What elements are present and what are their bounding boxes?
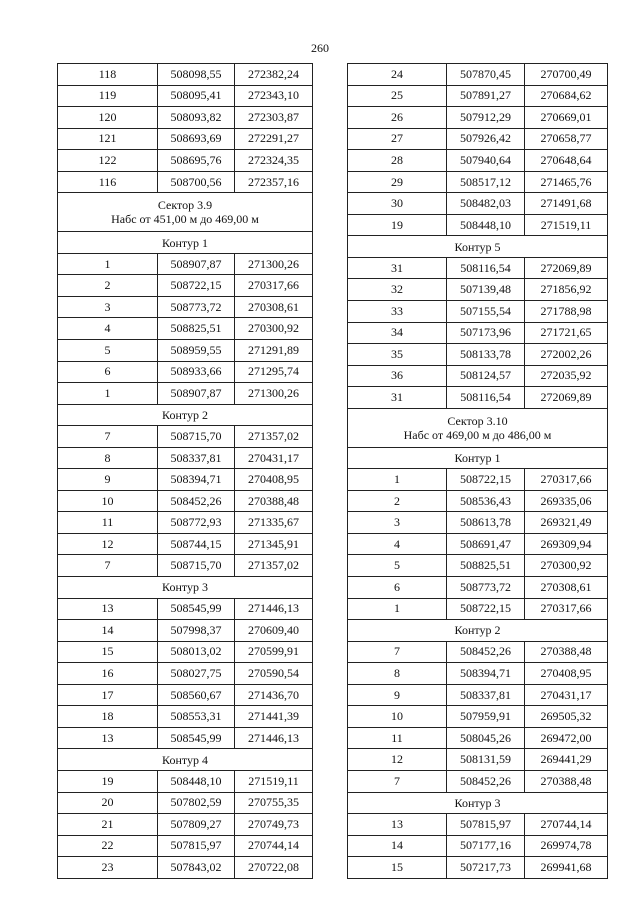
point-number-cell: 28 <box>348 150 447 172</box>
table-row <box>348 598 608 620</box>
table-row <box>348 641 608 663</box>
coordinates-table-left <box>57 63 313 879</box>
x-coordinate-cell: 507177,16 <box>447 835 525 857</box>
table-row <box>58 814 313 836</box>
point-number-cell: 10 <box>348 706 447 728</box>
y-coordinate-cell: 271291,89 <box>235 340 313 362</box>
table-row <box>348 814 608 836</box>
x-coordinate-cell: 508098,55 <box>158 64 235 86</box>
y-coordinate-cell: 271345,91 <box>235 533 313 555</box>
point-number-cell: 122 <box>58 150 158 172</box>
y-coordinate-cell: 270317,66 <box>235 275 313 297</box>
y-coordinate-cell: 269335,06 <box>525 490 608 512</box>
page-number: 260 <box>311 41 329 55</box>
table-row <box>58 706 313 728</box>
sector-height-range: Набс от 469,00 м до 486,00 м <box>403 427 552 442</box>
point-number-cell: 27 <box>348 128 447 150</box>
point-number-cell: 10 <box>58 490 158 512</box>
x-coordinate-cell: 508482,03 <box>447 193 525 215</box>
point-number-cell: 8 <box>58 447 158 469</box>
x-coordinate-cell: 508452,26 <box>447 770 525 792</box>
point-number-cell: 4 <box>348 533 447 555</box>
x-coordinate-cell: 507139,48 <box>447 279 525 301</box>
table-row <box>348 555 608 577</box>
x-coordinate-cell: 508133,78 <box>447 344 525 366</box>
table-row <box>348 577 608 599</box>
contour-title: Контур 2 <box>58 404 313 426</box>
x-coordinate-cell: 508448,10 <box>158 770 235 792</box>
x-coordinate-cell: 508825,51 <box>447 555 525 577</box>
y-coordinate-cell: 269321,49 <box>525 512 608 534</box>
sector-header-row <box>58 193 313 232</box>
x-coordinate-cell: 507155,54 <box>447 301 525 323</box>
point-number-cell: 34 <box>348 322 447 344</box>
table-row <box>348 344 608 366</box>
y-coordinate-cell: 271300,26 <box>235 383 313 405</box>
y-coordinate-cell: 271519,11 <box>525 214 608 236</box>
sector-title: Сектор 3.9 <box>157 198 213 213</box>
contour-header-row <box>348 792 608 814</box>
point-number-cell: 1 <box>58 383 158 405</box>
x-coordinate-cell: 508116,54 <box>447 257 525 279</box>
x-coordinate-cell: 508722,15 <box>447 469 525 491</box>
x-coordinate-cell: 508744,15 <box>158 533 235 555</box>
table-row <box>348 257 608 279</box>
point-number-cell: 19 <box>58 770 158 792</box>
y-coordinate-cell: 270609,40 <box>235 620 313 642</box>
table-row <box>348 533 608 555</box>
y-coordinate-cell: 271357,02 <box>235 426 313 448</box>
x-coordinate-cell: 508337,81 <box>447 684 525 706</box>
x-coordinate-cell: 508825,51 <box>158 318 235 340</box>
point-number-cell: 1 <box>348 469 447 491</box>
point-number-cell: 13 <box>58 598 158 620</box>
table-row <box>348 128 608 150</box>
point-number-cell: 3 <box>58 296 158 318</box>
point-number-cell: 2 <box>58 275 158 297</box>
y-coordinate-cell: 271335,67 <box>235 512 313 534</box>
table-row <box>58 150 313 172</box>
x-coordinate-cell: 508772,93 <box>158 512 235 534</box>
x-coordinate-cell: 508545,99 <box>158 598 235 620</box>
point-number-cell: 15 <box>58 641 158 663</box>
contour-title: Контур 2 <box>348 620 608 642</box>
y-coordinate-cell: 270308,61 <box>525 577 608 599</box>
point-number-cell: 29 <box>348 171 447 193</box>
x-coordinate-cell: 508933,66 <box>158 361 235 383</box>
y-coordinate-cell: 270388,48 <box>525 770 608 792</box>
x-coordinate-cell: 507217,73 <box>447 857 525 879</box>
table-row <box>348 193 608 215</box>
x-coordinate-cell: 507870,45 <box>447 64 525 86</box>
contour-title: Контур 3 <box>348 792 608 814</box>
y-coordinate-cell: 270388,48 <box>235 490 313 512</box>
y-coordinate-cell: 270431,17 <box>235 447 313 469</box>
y-coordinate-cell: 271357,02 <box>235 555 313 577</box>
x-coordinate-cell: 508452,26 <box>447 641 525 663</box>
x-coordinate-cell: 508560,67 <box>158 684 235 706</box>
point-number-cell: 5 <box>58 340 158 362</box>
y-coordinate-cell: 271788,98 <box>525 301 608 323</box>
contour-title: Контур 4 <box>58 749 313 771</box>
point-number-cell: 32 <box>348 279 447 301</box>
y-coordinate-cell: 270658,77 <box>525 128 608 150</box>
point-number-cell: 26 <box>348 107 447 129</box>
x-coordinate-cell: 507998,37 <box>158 620 235 642</box>
y-coordinate-cell: 271519,11 <box>235 770 313 792</box>
point-number-cell: 24 <box>348 64 447 86</box>
x-coordinate-cell: 508124,57 <box>447 365 525 387</box>
point-number-cell: 12 <box>58 533 158 555</box>
x-coordinate-cell: 507912,29 <box>447 107 525 129</box>
table-row <box>58 171 313 193</box>
y-coordinate-cell: 270317,66 <box>525 598 608 620</box>
contour-header-row <box>58 232 313 254</box>
x-coordinate-cell: 507959,91 <box>447 706 525 728</box>
table-row <box>348 490 608 512</box>
y-coordinate-cell: 272069,89 <box>525 257 608 279</box>
x-coordinate-cell: 508959,55 <box>158 340 235 362</box>
y-coordinate-cell: 270599,91 <box>235 641 313 663</box>
table-row <box>348 279 608 301</box>
table-row <box>58 253 313 275</box>
x-coordinate-cell: 507891,27 <box>447 85 525 107</box>
table-row <box>348 749 608 771</box>
point-number-cell: 120 <box>58 107 158 129</box>
table-row <box>58 727 313 749</box>
table-row <box>58 275 313 297</box>
sector-header <box>348 408 608 447</box>
sector-header-row <box>348 408 608 447</box>
point-number-cell: 17 <box>58 684 158 706</box>
x-coordinate-cell: 508027,75 <box>158 663 235 685</box>
table-row <box>58 340 313 362</box>
point-number-cell: 1 <box>348 598 447 620</box>
y-coordinate-cell: 271300,26 <box>235 253 313 275</box>
point-number-cell: 22 <box>58 835 158 857</box>
point-number-cell: 12 <box>348 749 447 771</box>
y-coordinate-cell: 269505,32 <box>525 706 608 728</box>
point-number-cell: 3 <box>348 512 447 534</box>
y-coordinate-cell: 271295,74 <box>235 361 313 383</box>
x-coordinate-cell: 508715,70 <box>158 555 235 577</box>
point-number-cell: 7 <box>58 426 158 448</box>
y-coordinate-cell: 272303,87 <box>235 107 313 129</box>
x-coordinate-cell: 508553,31 <box>158 706 235 728</box>
table-row <box>58 770 313 792</box>
point-number-cell: 7 <box>58 555 158 577</box>
table-row <box>58 512 313 534</box>
point-number-cell: 14 <box>58 620 158 642</box>
x-coordinate-cell: 508045,26 <box>447 727 525 749</box>
y-coordinate-cell: 272382,24 <box>235 64 313 86</box>
table-row <box>58 684 313 706</box>
table-row <box>348 727 608 749</box>
y-coordinate-cell: 270408,95 <box>525 663 608 685</box>
y-coordinate-cell: 271491,68 <box>525 193 608 215</box>
table-row <box>58 641 313 663</box>
x-coordinate-cell: 508722,15 <box>158 275 235 297</box>
x-coordinate-cell: 508394,71 <box>158 469 235 491</box>
sector-title: Сектор 3.10 <box>447 413 508 428</box>
y-coordinate-cell: 270744,14 <box>525 814 608 836</box>
contour-header-row <box>58 577 313 599</box>
x-coordinate-cell: 507809,27 <box>158 814 235 836</box>
point-number-cell: 11 <box>348 727 447 749</box>
x-coordinate-cell: 508095,41 <box>158 85 235 107</box>
table-row <box>348 469 608 491</box>
y-coordinate-cell: 270744,14 <box>235 835 313 857</box>
contour-header-row <box>348 236 608 258</box>
x-coordinate-cell: 508715,70 <box>158 426 235 448</box>
y-coordinate-cell: 270669,01 <box>525 107 608 129</box>
point-number-cell: 9 <box>58 469 158 491</box>
table-row <box>58 533 313 555</box>
x-coordinate-cell: 508907,87 <box>158 253 235 275</box>
table-row <box>58 857 313 879</box>
table-row <box>58 85 313 107</box>
x-coordinate-cell: 508613,78 <box>447 512 525 534</box>
sector-header <box>58 193 313 232</box>
point-number-cell: 116 <box>58 171 158 193</box>
x-coordinate-cell: 508452,26 <box>158 490 235 512</box>
point-number-cell: 25 <box>348 85 447 107</box>
table-row <box>348 365 608 387</box>
table-row <box>58 361 313 383</box>
point-number-cell: 9 <box>348 684 447 706</box>
y-coordinate-cell: 269974,78 <box>525 835 608 857</box>
point-number-cell: 119 <box>58 85 158 107</box>
x-coordinate-cell: 508693,69 <box>158 128 235 150</box>
point-number-cell: 4 <box>58 318 158 340</box>
point-number-cell: 14 <box>348 835 447 857</box>
point-number-cell: 36 <box>348 365 447 387</box>
x-coordinate-cell: 508773,72 <box>447 577 525 599</box>
point-number-cell: 20 <box>58 792 158 814</box>
x-coordinate-cell: 508337,81 <box>158 447 235 469</box>
x-coordinate-cell: 508116,54 <box>447 387 525 409</box>
point-number-cell: 8 <box>348 663 447 685</box>
table-row <box>58 598 313 620</box>
table-row <box>58 555 313 577</box>
y-coordinate-cell: 272069,89 <box>525 387 608 409</box>
table-row <box>348 301 608 323</box>
table-row <box>348 835 608 857</box>
contour-title: Контур 1 <box>348 447 608 469</box>
y-coordinate-cell: 270388,48 <box>525 641 608 663</box>
table-row <box>58 318 313 340</box>
table-row <box>348 387 608 409</box>
x-coordinate-cell: 507926,42 <box>447 128 525 150</box>
table-row <box>58 469 313 491</box>
point-number-cell: 16 <box>58 663 158 685</box>
point-number-cell: 121 <box>58 128 158 150</box>
contour-title: Контур 5 <box>348 236 608 258</box>
y-coordinate-cell: 272324,35 <box>235 150 313 172</box>
x-coordinate-cell: 508394,71 <box>447 663 525 685</box>
y-coordinate-cell: 270684,62 <box>525 85 608 107</box>
point-number-cell: 23 <box>58 857 158 879</box>
table-row <box>58 64 313 86</box>
table-row <box>348 150 608 172</box>
contour-header-row <box>348 620 608 642</box>
x-coordinate-cell: 507173,96 <box>447 322 525 344</box>
y-coordinate-cell: 271856,92 <box>525 279 608 301</box>
y-coordinate-cell: 269309,94 <box>525 533 608 555</box>
table-row <box>348 663 608 685</box>
y-coordinate-cell: 271446,13 <box>235 598 313 620</box>
y-coordinate-cell: 272291,27 <box>235 128 313 150</box>
y-coordinate-cell: 272343,10 <box>235 85 313 107</box>
contour-header-row <box>348 447 608 469</box>
point-number-cell: 7 <box>348 770 447 792</box>
table-row <box>348 770 608 792</box>
y-coordinate-cell: 270317,66 <box>525 469 608 491</box>
y-coordinate-cell: 270755,35 <box>235 792 313 814</box>
y-coordinate-cell: 270749,73 <box>235 814 313 836</box>
y-coordinate-cell: 269441,29 <box>525 749 608 771</box>
contour-title: Контур 1 <box>58 232 313 254</box>
point-number-cell: 18 <box>58 706 158 728</box>
table-row <box>58 426 313 448</box>
y-coordinate-cell: 271436,70 <box>235 684 313 706</box>
point-number-cell: 19 <box>348 214 447 236</box>
y-coordinate-cell: 272002,26 <box>525 344 608 366</box>
table-row <box>348 171 608 193</box>
table-row <box>58 792 313 814</box>
point-number-cell: 15 <box>348 857 447 879</box>
x-coordinate-cell: 508517,12 <box>447 171 525 193</box>
y-coordinate-cell: 272357,16 <box>235 171 313 193</box>
table-row <box>58 663 313 685</box>
x-coordinate-cell: 508093,82 <box>158 107 235 129</box>
table-row <box>58 490 313 512</box>
table-row <box>348 107 608 129</box>
x-coordinate-cell: 507843,02 <box>158 857 235 879</box>
point-number-cell: 13 <box>348 814 447 836</box>
x-coordinate-cell: 507815,97 <box>447 814 525 836</box>
y-coordinate-cell: 271465,76 <box>525 171 608 193</box>
point-number-cell: 35 <box>348 344 447 366</box>
x-coordinate-cell: 508691,47 <box>447 533 525 555</box>
y-coordinate-cell: 270722,08 <box>235 857 313 879</box>
table-row <box>58 128 313 150</box>
point-number-cell: 1 <box>58 253 158 275</box>
y-coordinate-cell: 270590,54 <box>235 663 313 685</box>
table-row <box>348 857 608 879</box>
y-coordinate-cell: 269941,68 <box>525 857 608 879</box>
table-row <box>348 512 608 534</box>
x-coordinate-cell: 507802,59 <box>158 792 235 814</box>
table-row <box>58 107 313 129</box>
table-row <box>58 835 313 857</box>
contour-header-row <box>58 404 313 426</box>
x-coordinate-cell: 508013,02 <box>158 641 235 663</box>
point-number-cell: 31 <box>348 257 447 279</box>
table-row <box>58 620 313 642</box>
y-coordinate-cell: 271446,13 <box>235 727 313 749</box>
y-coordinate-cell: 269472,00 <box>525 727 608 749</box>
x-coordinate-cell: 508545,99 <box>158 727 235 749</box>
x-coordinate-cell: 508695,76 <box>158 150 235 172</box>
table-row <box>348 706 608 728</box>
table-row <box>348 214 608 236</box>
coordinates-table-right <box>347 63 608 879</box>
x-coordinate-cell: 508448,10 <box>447 214 525 236</box>
point-number-cell: 33 <box>348 301 447 323</box>
x-coordinate-cell: 508536,43 <box>447 490 525 512</box>
x-coordinate-cell: 507940,64 <box>447 150 525 172</box>
table-row <box>348 322 608 344</box>
y-coordinate-cell: 270308,61 <box>235 296 313 318</box>
contour-title: Контур 3 <box>58 577 313 599</box>
y-coordinate-cell: 272035,92 <box>525 365 608 387</box>
point-number-cell: 21 <box>58 814 158 836</box>
x-coordinate-cell: 508722,15 <box>447 598 525 620</box>
y-coordinate-cell: 270408,95 <box>235 469 313 491</box>
point-number-cell: 5 <box>348 555 447 577</box>
table-row <box>58 447 313 469</box>
y-coordinate-cell: 271721,65 <box>525 322 608 344</box>
contour-header-row <box>58 749 313 771</box>
point-number-cell: 30 <box>348 193 447 215</box>
table-row <box>58 383 313 405</box>
y-coordinate-cell: 270648,64 <box>525 150 608 172</box>
point-number-cell: 13 <box>58 727 158 749</box>
table-row <box>58 296 313 318</box>
point-number-cell: 7 <box>348 641 447 663</box>
y-coordinate-cell: 270700,49 <box>525 64 608 86</box>
x-coordinate-cell: 508700,56 <box>158 171 235 193</box>
y-coordinate-cell: 270431,17 <box>525 684 608 706</box>
x-coordinate-cell: 508907,87 <box>158 383 235 405</box>
point-number-cell: 6 <box>348 577 447 599</box>
y-coordinate-cell: 271441,39 <box>235 706 313 728</box>
point-number-cell: 2 <box>348 490 447 512</box>
table-row <box>348 684 608 706</box>
point-number-cell: 31 <box>348 387 447 409</box>
sector-height-range: Набс от 451,00 м до 469,00 м <box>111 212 259 227</box>
x-coordinate-cell: 508131,59 <box>447 749 525 771</box>
point-number-cell: 11 <box>58 512 158 534</box>
y-coordinate-cell: 270300,92 <box>235 318 313 340</box>
x-coordinate-cell: 508773,72 <box>158 296 235 318</box>
table-row <box>348 64 608 86</box>
point-number-cell: 6 <box>58 361 158 383</box>
point-number-cell: 118 <box>58 64 158 86</box>
x-coordinate-cell: 507815,97 <box>158 835 235 857</box>
table-row <box>348 85 608 107</box>
y-coordinate-cell: 270300,92 <box>525 555 608 577</box>
